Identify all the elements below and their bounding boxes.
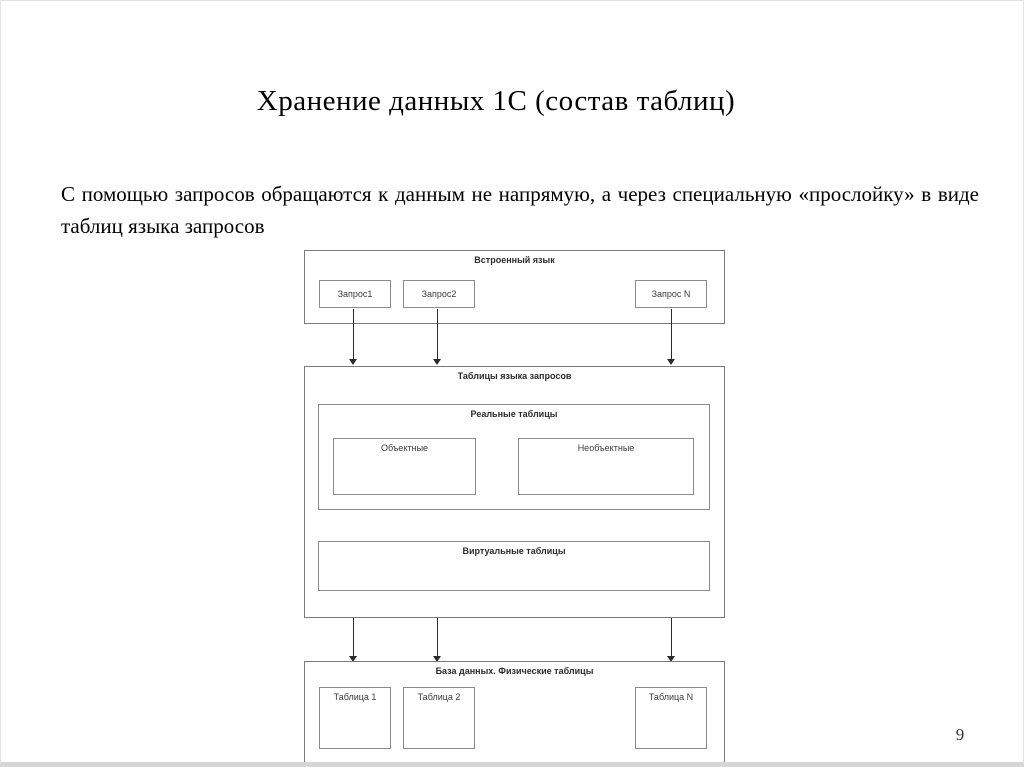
arrow-down-icon <box>433 618 442 662</box>
arrow-down-icon <box>349 309 358 365</box>
object-tables-box <box>333 438 476 495</box>
table-1-label: Таблица 1 <box>333 692 377 702</box>
page-number: 9 <box>955 725 965 744</box>
arrow-down-icon <box>349 618 358 662</box>
query-n-label: Запрос N <box>651 289 691 299</box>
table-1-box <box>319 687 391 749</box>
table-n-box <box>635 687 707 749</box>
page-title: Хранение данных 1С (состав таблиц) <box>256 85 736 117</box>
object-tables-label: Объектные <box>380 443 429 453</box>
query-tables-label: Таблицы языка запросов <box>457 371 572 381</box>
virtual-tables-label: Виртуальные таблицы <box>462 546 566 556</box>
arrow-down-icon <box>433 309 442 365</box>
table-n-label: Таблица N <box>648 692 694 702</box>
arrow-down-icon <box>667 618 676 662</box>
real-tables-label: Реальные таблицы <box>470 409 558 419</box>
query-n-box <box>635 280 707 308</box>
non-object-tables-box <box>518 438 694 495</box>
virtual-tables-box <box>318 541 710 591</box>
non-object-tables-label: Необъектные <box>577 443 635 453</box>
query-2-box <box>403 280 475 308</box>
embedded-language-label: Встроенный язык <box>474 255 555 265</box>
query-1-box <box>319 280 391 308</box>
query-1-label: Запрос1 <box>337 289 373 299</box>
arrow-down-icon <box>667 309 676 365</box>
database-label: База данных. Физические таблицы <box>435 666 594 676</box>
table-2-box <box>403 687 475 749</box>
query-2-label: Запрос2 <box>421 289 457 299</box>
table-2-label: Таблица 2 <box>417 692 461 702</box>
slide-body-text: С помощью запросов обращаются к данным не напрямую, а через специальную «прослойку» в виде таблиц языка запросов <box>61 182 979 238</box>
